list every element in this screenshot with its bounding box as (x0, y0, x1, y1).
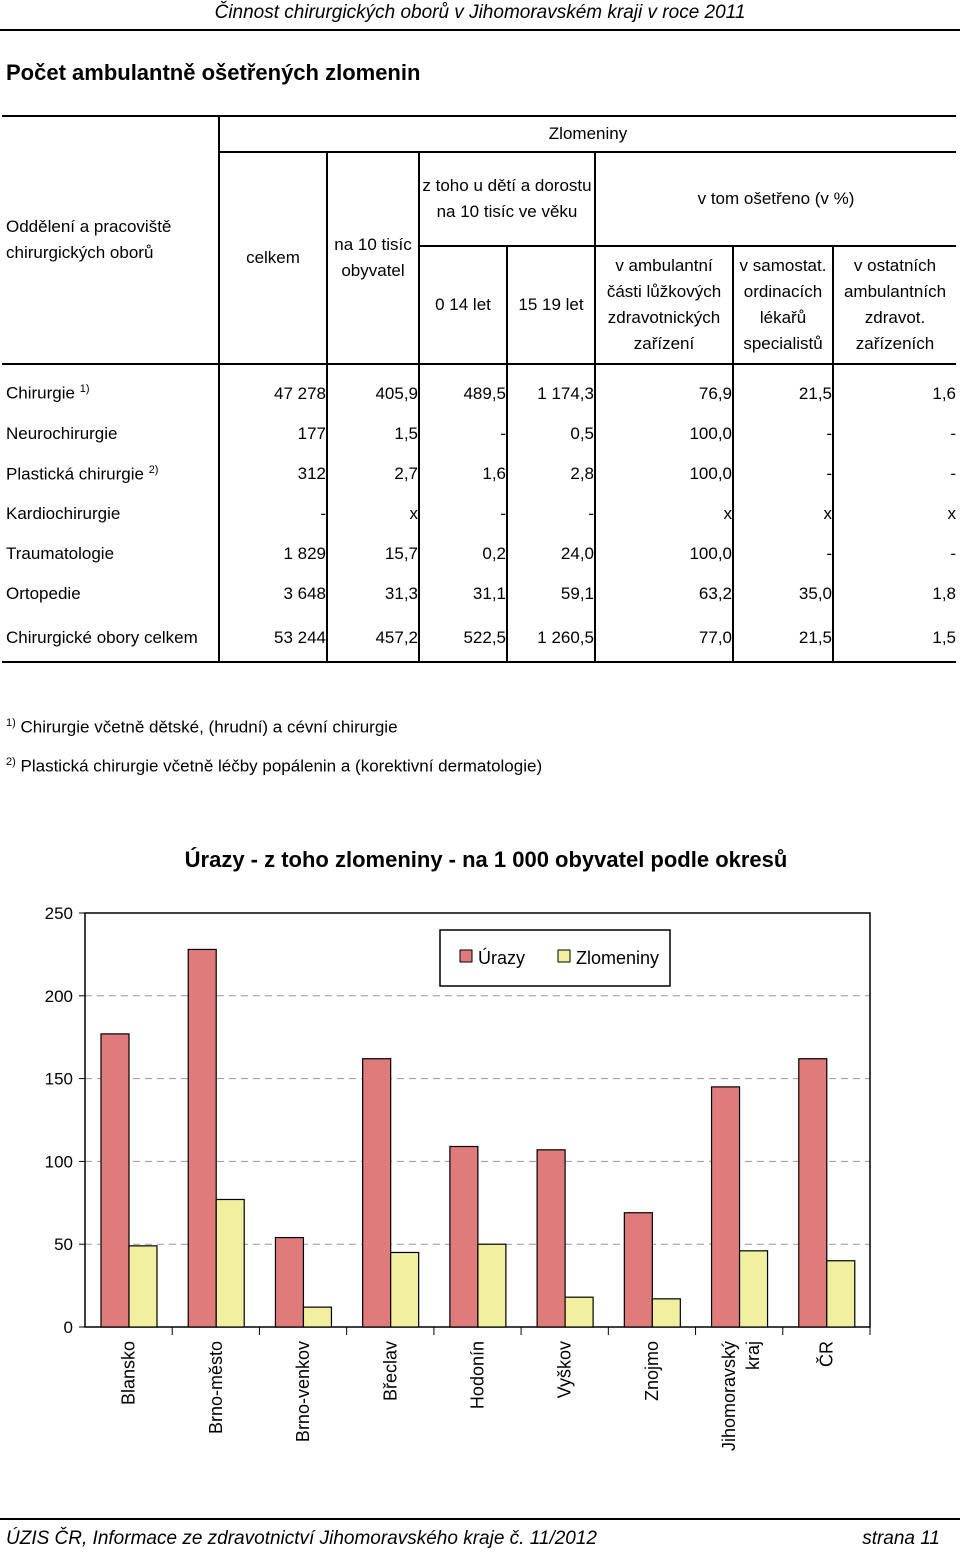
table-cell: 100,0 (595, 534, 733, 574)
x-tick-label (719, 1341, 763, 1451)
y-tick-label: 250 (44, 904, 73, 923)
table-cell: 405,9 (327, 364, 419, 414)
table-cell: 1,5 (327, 414, 419, 454)
footer-rule (0, 1518, 960, 1520)
table-row (2, 534, 956, 574)
table-cell: - (733, 534, 833, 574)
legend-swatch-urazy (460, 950, 472, 962)
col-amb-bed-header: v ambulantní části lůžkových zdravotnických zařízení (595, 246, 733, 364)
col-15-19-header: 15 19 let (507, 246, 595, 364)
row-label (2, 614, 219, 662)
footnote-1-mark: 1) (6, 717, 16, 729)
table-cell: 1,6 (932, 383, 957, 403)
col-per10k-header: na 10 tisíc obyvatel (327, 152, 419, 364)
table-cell: 100,0 (595, 454, 733, 494)
col-spec-header: v samostat. ordinacích lékařů specialistů (733, 246, 833, 364)
table-cell: 2,8 (507, 454, 595, 494)
table-cell: x (947, 504, 957, 523)
x-tick-label: ČR (816, 1341, 837, 1367)
x-tick-label: Vyškov (554, 1341, 575, 1399)
bar-zlomeniny (391, 1252, 419, 1327)
bar-zlomeniny (129, 1246, 157, 1327)
table-row (2, 574, 956, 614)
table-cell: 100,0 (595, 414, 733, 454)
bar-zlomeniny (303, 1307, 331, 1327)
table-cell: - (507, 494, 595, 534)
table-cell: x (595, 494, 733, 534)
table-row (2, 614, 956, 662)
bar-zlomeniny (740, 1251, 768, 1327)
y-tick-label: 50 (54, 1235, 73, 1255)
bar-urazy (624, 1213, 652, 1327)
table-cell: 59,1 (507, 574, 595, 614)
row-label-text: Ortopedie (6, 584, 81, 603)
table-cell: 1,6 (419, 454, 507, 494)
footnote-1 (6, 717, 398, 738)
row-label-text: Kardiochirurgie (6, 504, 121, 523)
row-label (2, 574, 219, 614)
table-cell: 0,2 (419, 534, 507, 574)
chart-title: Úrazy - z toho zlomeniny - na 1 000 obyvatel podle okresů (184, 847, 788, 872)
section-title: Počet ambulantně ošetřených zlomenin (6, 60, 421, 85)
col-0-14-header: 0 14 let (419, 246, 507, 364)
footer-source: ÚZIS ČR, Informace ze zdravotnictví Jihomoravského kraje č. 11/2012 (6, 1528, 598, 1549)
row-label (2, 454, 219, 494)
table-cell: 47 278 (219, 364, 327, 414)
bar-urazy (537, 1150, 565, 1327)
table-cell: - (950, 464, 957, 483)
header-rule (0, 29, 960, 31)
table-cell: 457,2 (327, 614, 419, 662)
table-cell: - (419, 494, 507, 534)
bar-urazy (799, 1059, 827, 1327)
row-label (2, 494, 219, 534)
table-cell: - (219, 494, 327, 534)
table-header (2, 116, 956, 364)
table-cell: 312 (219, 454, 327, 494)
x-tick-label: Blansko (118, 1341, 139, 1406)
table-cell: 31,1 (419, 574, 507, 614)
row-label-text: Traumatologie (6, 544, 115, 563)
bar-zlomeniny (478, 1244, 506, 1327)
table-cell: 522,5 (419, 614, 507, 662)
table-row (2, 454, 956, 494)
table-cell: 1 174,3 (507, 364, 595, 414)
table-cell: 1 829 (219, 534, 327, 574)
table-cell: x (327, 494, 419, 534)
x-tick-label: Brno-město (205, 1341, 226, 1435)
table-cell: 0,5 (507, 414, 595, 454)
footnote-2-mark: 2) (6, 756, 16, 768)
table-row (2, 494, 956, 534)
footnote-2 (6, 756, 542, 777)
table-row (2, 414, 956, 454)
x-tick-label: Brno-venkov (293, 1341, 314, 1443)
bar-urazy (101, 1034, 129, 1327)
row-label (2, 534, 219, 574)
table-cell: 31,3 (327, 574, 419, 614)
y-tick-label: 100 (44, 1152, 73, 1172)
legend-swatch-zlomeniny (558, 950, 570, 962)
row-footnote-mark: 1) (79, 383, 90, 396)
y-tick-label: 0 (63, 1318, 73, 1337)
table-cell: 35,0 (733, 574, 833, 614)
table-cell: 21,5 (733, 614, 833, 662)
col-other-header: v ostatních ambulantních zdravot. zařízeních (843, 256, 947, 353)
table-cell: - (419, 414, 507, 454)
table-cell: - (733, 414, 833, 454)
group-children-header: z toho u dětí a dorostu na 10 tisíc ve věku (419, 152, 595, 246)
bar-zlomeniny (827, 1261, 855, 1327)
fractures-table (2, 115, 956, 663)
table-cell: x (733, 494, 833, 534)
table-cell: 1,5 (932, 627, 957, 647)
chart-legend (440, 930, 670, 986)
table-cell: 53 244 (219, 614, 327, 662)
footnote-2-text: Plastická chirurgie včetně léčby popálenin a (korektivní dermatologie) (20, 756, 543, 776)
bar-urazy (188, 949, 216, 1327)
footnote-1-text: Chirurgie včetně dětské, (hrudní) a cévní chirurgie (20, 717, 398, 737)
bar-zlomeniny (565, 1297, 593, 1327)
x-tick-label: Hodonín (467, 1341, 488, 1410)
x-tick-label: Břeclav (380, 1341, 401, 1402)
bar-zlomeniny (216, 1199, 244, 1327)
col-dept-header: Oddělení a pracoviště chirurgických oborů (2, 116, 219, 364)
y-tick-label: 150 (44, 1069, 73, 1089)
table-cell: - (733, 454, 833, 494)
table-cell: 489,5 (419, 364, 507, 414)
x-tick-label-line: kraj (743, 1341, 764, 1371)
table-cell: 15,7 (327, 534, 419, 574)
bar-urazy (712, 1087, 740, 1327)
table-cell: 77,0 (595, 614, 733, 662)
table-cell: - (950, 424, 957, 443)
table-cell: 1,8 (932, 584, 957, 603)
group-treated-header: v tom ošetřeno (v %) (595, 152, 956, 246)
bar-urazy (275, 1238, 303, 1327)
col-total-header: celkem (219, 152, 327, 364)
table-cell: 24,0 (507, 534, 595, 574)
x-tick-label-line: Jihomoravský (719, 1341, 740, 1452)
table-cell: 1 260,5 (507, 614, 595, 662)
group-fractures-header: Zlomeniny (219, 116, 956, 152)
bar-urazy (450, 1146, 478, 1327)
table-cell: - (950, 544, 957, 563)
injuries-fractures-chart (0, 890, 960, 1490)
table-cell: 21,5 (733, 364, 833, 414)
table-cell: 177 (219, 414, 327, 454)
row-label (2, 364, 219, 414)
y-tick-label: 200 (44, 986, 73, 1006)
legend-label-zlomeniny: Zlomeniny (576, 948, 660, 968)
row-label (2, 414, 219, 454)
row-label-text: Neurochirurgie (6, 424, 118, 443)
bar-zlomeniny (652, 1299, 680, 1327)
bar-urazy (363, 1059, 391, 1327)
table-body (2, 364, 956, 662)
table-row (2, 364, 956, 414)
row-label-text: Plastická chirurgie (6, 464, 144, 484)
row-footnote-mark: 2) (148, 463, 159, 476)
table-cell: 2,7 (327, 454, 419, 494)
row-label-text: Chirurgie (6, 383, 75, 403)
row-label-text: Chirurgické obory celkem (6, 627, 198, 647)
page-header-title: Činnost chirurgických oborů v Jihomoravském kraji v roce 2011 (214, 2, 746, 23)
table-cell: 63,2 (595, 574, 733, 614)
footer-page-number: strana 11 (862, 1528, 940, 1549)
table-cell: 3 648 (219, 574, 327, 614)
table-cell: 76,9 (595, 364, 733, 414)
legend-label-urazy: Úrazy (478, 948, 526, 968)
x-tick-label: Znojmo (641, 1341, 662, 1402)
